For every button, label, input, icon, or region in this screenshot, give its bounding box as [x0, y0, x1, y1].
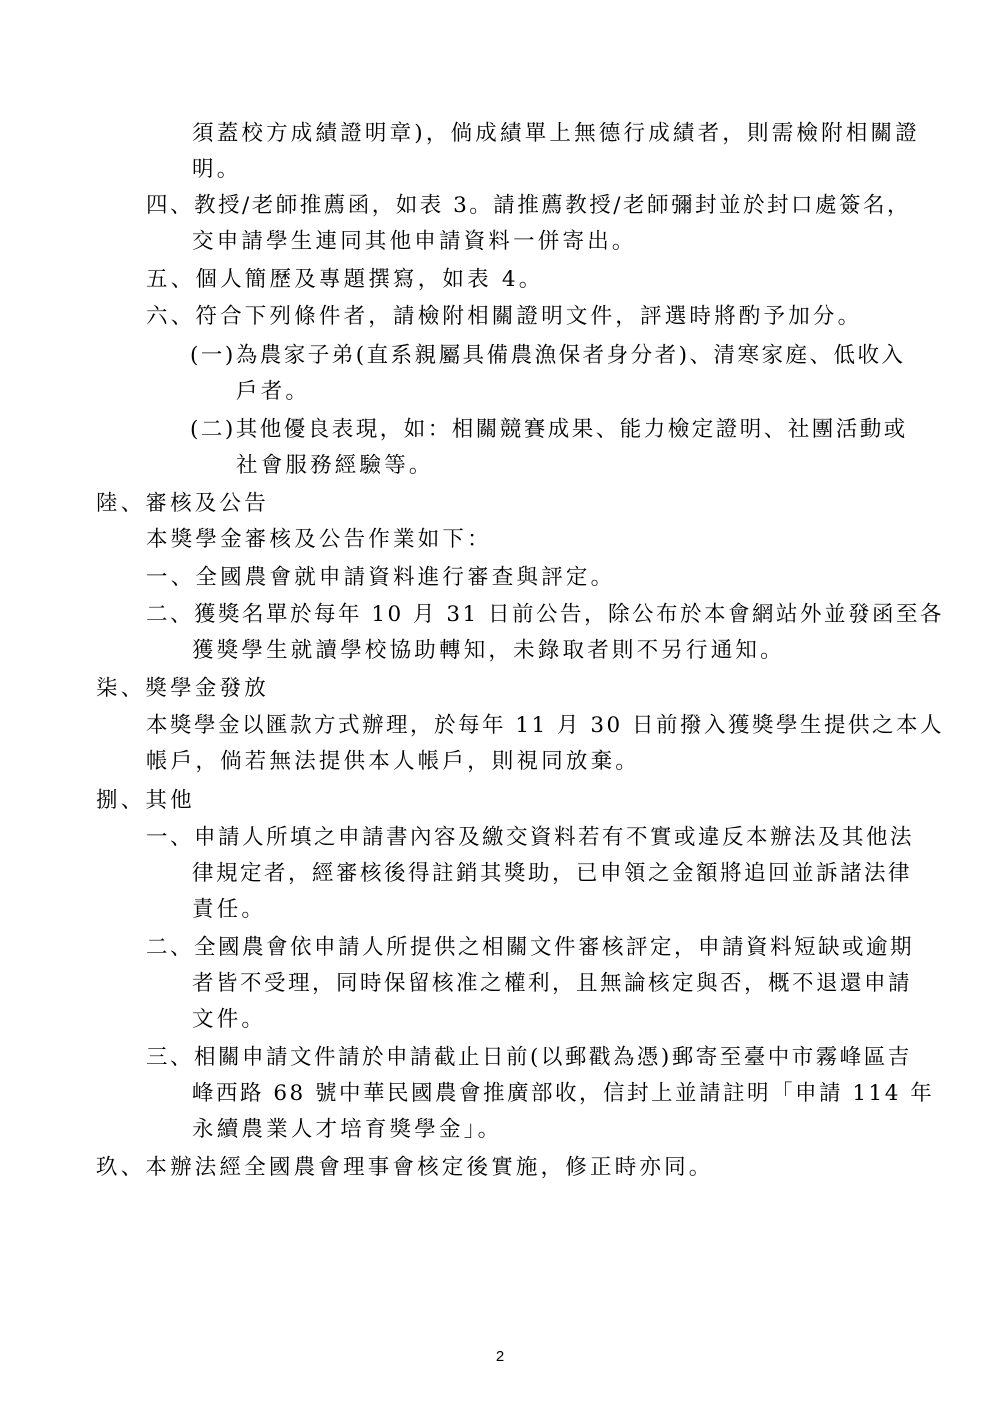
text-line: 二、全國農會依申請人所提供之相關文件審核評定，申請資料短缺或逾期	[146, 935, 915, 960]
text-line: 本獎學金以匯款方式辦理，於每年 11 月 30 日前撥入獲獎學生提供之本人	[146, 713, 945, 738]
text-line: 者皆不受理，同時保留核准之權利，且無論核定與否，概不退還申請	[192, 971, 913, 996]
section-heading: 捌、其他	[96, 788, 195, 813]
text-line: 永續農業人才培育獎學金」。	[192, 1117, 503, 1142]
section-heading: 陸、審核及公告	[96, 491, 269, 516]
text-line: (二)其他優良表現，如：相關競賽成果、能力檢定證明、社團活動或	[190, 417, 908, 442]
text-line: 三、相關申請文件請於申請截止日前(以郵戳為憑)郵寄至臺中市霧峰區吉	[146, 1045, 912, 1070]
text-line: 文件。	[192, 1007, 267, 1032]
section-heading: 玖、本辦法經全國農會理事會核定後實施，修正時亦同。	[96, 1155, 714, 1180]
text-line: 六、符合下列條件者，請檢附相關證明文件，評選時將酌予加分。	[146, 304, 863, 329]
text-line: 帳戶，倘若無法提供本人帳戶，則視同放棄。	[146, 749, 641, 774]
text-line: 二、獲獎名單於每年 10 月 31 日前公告，除公布於本會網站外並發函至各	[146, 602, 945, 627]
text-line: 律規定者，經審核後得註銷其獎助，已申領之金額將追回並訴諸法律	[192, 861, 913, 886]
text-line: 五、個人簡歷及專題撰寫，如表 4。	[146, 267, 544, 292]
text-line: 獲獎學生就讀學校協助轉知，未錄取者則不另行通知。	[192, 638, 785, 663]
text-line: 明。	[192, 157, 242, 182]
text-line: 四、教授/老師推薦函，如表 3。請推薦教授/老師彌封並於封口處簽名，	[146, 193, 912, 218]
page-number: 2	[495, 1348, 505, 1365]
text-line: 本獎學金審核及公告作業如下：	[146, 527, 492, 552]
section-heading: 柒、獎學金發放	[96, 676, 269, 701]
text-line: 社會服務經驗等。	[236, 453, 434, 478]
text-line: (一)為農家子弟(直系親屬具備農漁保者身分者)、清寒家庭、低收入	[190, 343, 906, 368]
text-line: 須蓋校方成績證明章)，倘成績單上無德行成績者，則需檢附相關證	[192, 121, 920, 146]
text-line: 責任。	[192, 897, 267, 922]
text-line: 交申請學生連同其他申請資料一併寄出。	[192, 229, 637, 254]
text-line: 峰西路 68 號中華民國農會推廣部收，信封上並請註明「申請 114 年	[192, 1081, 935, 1106]
text-line: 戶者。	[236, 379, 311, 404]
text-line: 一、申請人所填之申請書內容及繳交資料若有不實或違反本辦法及其他法	[146, 825, 915, 850]
text-line: 一、全國農會就申請資料進行審查與評定。	[146, 565, 616, 590]
